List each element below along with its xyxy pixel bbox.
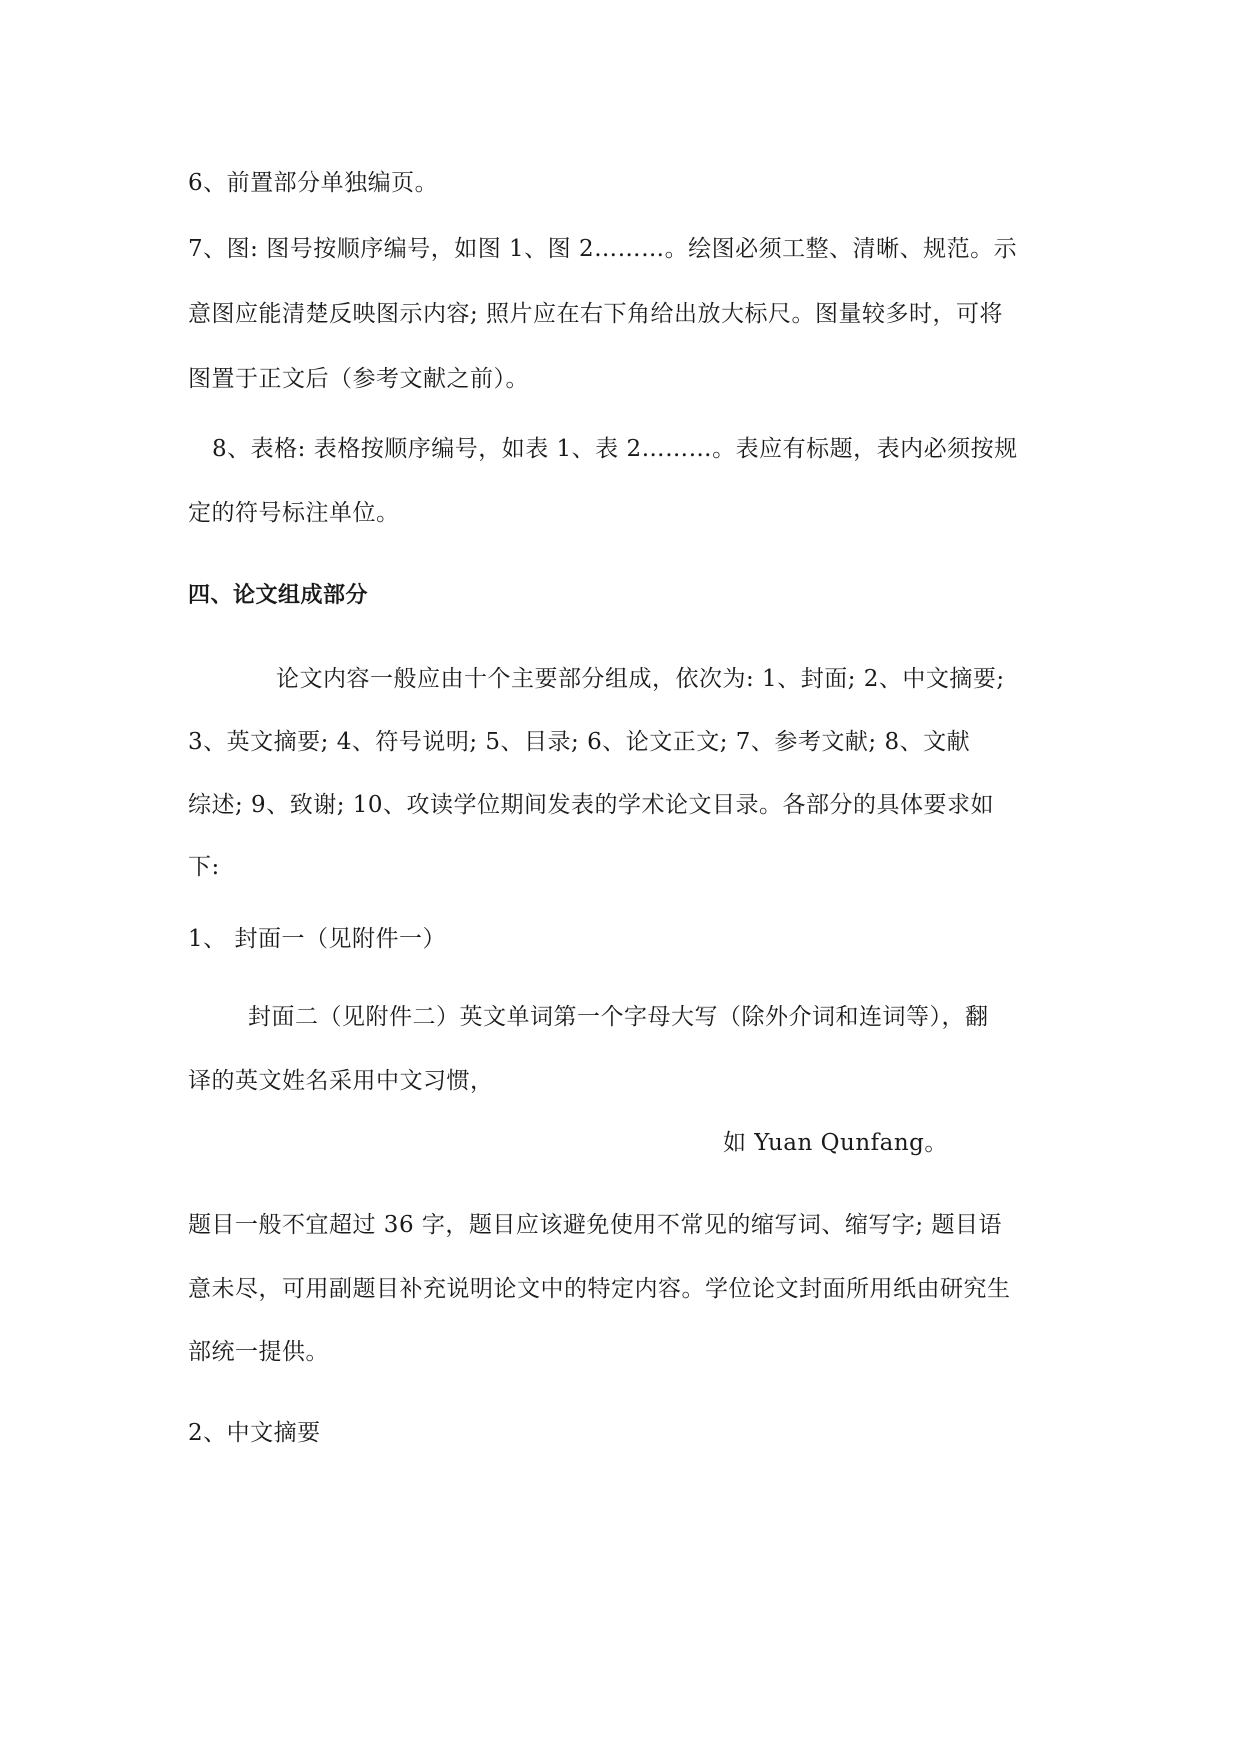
name-example-line: 如 Yuan Qunfang。 xyxy=(723,1130,948,1156)
cover-two-line-2: 译的英文姓名采用中文习惯， xyxy=(188,1068,494,1094)
section-heading: 四、论文组成部分 xyxy=(188,583,369,608)
chinese-abstract-heading: 2、中文摘要 xyxy=(188,1420,321,1446)
cover-two-line-1: 封面二（见附件二）英文单词第一个字母大写（除外介词和连词等），翻 xyxy=(248,1004,989,1030)
composition-line-4: 下: xyxy=(188,854,220,880)
item-8-line-2: 定的符号标注单位。 xyxy=(188,500,400,526)
item-7-line-1: 7、图: 图号按顺序编号，如图 1、图 2………。绘图必须工整、清晰、规范。示 xyxy=(188,236,1018,262)
composition-line-2: 3、英文摘要; 4、符号说明; 5、目录; 6、论文正文; 7、参考文献; 8、文献 xyxy=(188,729,971,755)
composition-line-1: 论文内容一般应由十个主要部分组成，依次为: 1、封面; 2、中文摘要; xyxy=(276,666,1005,692)
item-6-line: 6、前置部分单独编页。 xyxy=(188,170,439,196)
cover-one-line: 1、 封面一（见附件一） xyxy=(188,926,446,952)
composition-line-3: 综述; 9、致谢; 10、攻读学位期间发表的学术论文目录。各部分的具体要求如 xyxy=(188,792,995,818)
item-7-line-2: 意图应能清楚反映图示内容; 照片应在右下角给出放大标尺。图量较多时，可将 xyxy=(188,301,1004,327)
item-7-line-3: 图置于正文后（参考文献之前）。 xyxy=(188,366,529,392)
item-8-line-1: 8、表格: 表格按顺序编号，如表 1、表 2………。表应有标题，表内必须按规 xyxy=(212,436,1018,462)
title-rule-line-1: 题目一般不宜超过 36 字，题目应该避免使用不常见的缩写词、缩写字; 题目语 xyxy=(188,1212,1002,1238)
title-rule-line-2: 意未尽，可用副题目补充说明论文中的特定内容。学位论文封面所用纸由研究生 xyxy=(188,1276,1011,1302)
title-rule-line-3: 部统一提供。 xyxy=(188,1339,329,1365)
